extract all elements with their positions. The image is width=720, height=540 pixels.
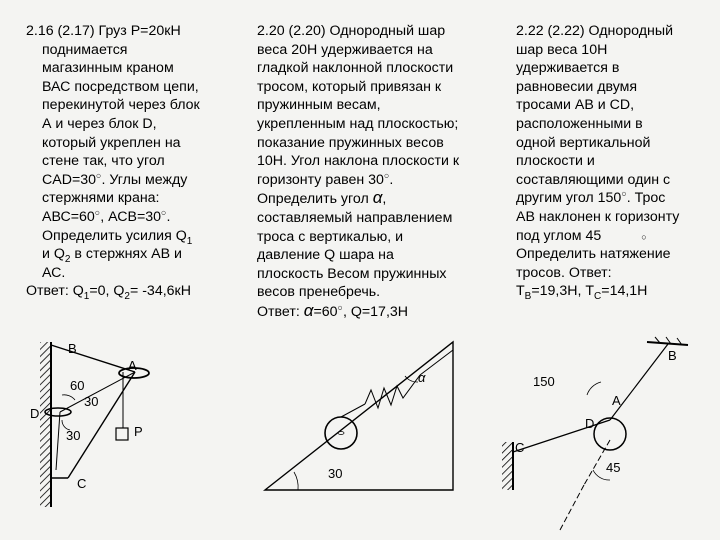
label-150: 150 [533, 374, 555, 389]
p1-line: перекинутой через блок [42, 97, 200, 114]
p1-sub: 1 [186, 235, 193, 247]
figure-cables [502, 337, 688, 530]
cable-cd [513, 420, 610, 452]
p2-line: весов пренебречь. [257, 284, 381, 301]
p3-line: Определить натяжение [516, 246, 671, 263]
label-d: D [30, 406, 40, 421]
angle-arc-60 [62, 395, 75, 400]
p3-line: шар веса 10Н [516, 41, 608, 58]
ball-icon [325, 417, 357, 449]
p2-line: =60 [313, 303, 338, 320]
p3-line: =19,3Н, T [531, 283, 595, 300]
label-a3: A [612, 393, 621, 408]
p1-line: поднимается [42, 41, 128, 58]
p1-line: ВАС посредством цепи, [42, 78, 199, 95]
p3-line: . Трос [626, 190, 666, 207]
p2-line: . [389, 171, 394, 188]
label-b3: B [668, 348, 677, 363]
p1-sub: 2 [64, 253, 71, 265]
answer-part: =0, Q [89, 283, 125, 300]
degree-mark: ○ [383, 170, 390, 181]
answer-part: Ответ: Q [26, 283, 84, 300]
label-30a: 30 [84, 394, 99, 409]
p2-line: гладкой наклонной плоскости [257, 60, 454, 77]
rope [341, 404, 365, 417]
p1-line: который укреплен на [42, 134, 181, 151]
p3-line: =14,1Н [601, 283, 648, 300]
p2-line: веса 20Н удерживается на [257, 41, 433, 58]
ball-icon-2 [594, 418, 626, 450]
p3-line: составляющими один с [516, 171, 671, 188]
p3-line: плоскости и [516, 153, 595, 170]
answer-part: = -34,6кН [129, 283, 192, 300]
p1-line: CAD=30 [42, 171, 97, 188]
p3-line: АВ наклонен к горизонту [516, 208, 680, 225]
p3-line: одной вертикальной [516, 134, 651, 151]
p2-line: пружинным весам, [257, 97, 381, 114]
p1-line: 2.16 (2.17) Груз Р=20кН [26, 23, 181, 39]
p3-line: 2.22 (2.22) Однородный [516, 23, 673, 39]
p3-line: другим угол 150 [516, 190, 622, 207]
p2-line: плоскость Весом пружинных [257, 265, 447, 282]
degree-mark: ○ [621, 188, 627, 199]
p3-sub: C [594, 291, 602, 303]
label-c: C [77, 476, 87, 491]
incline-plane [265, 342, 453, 490]
load-p-icon [116, 428, 128, 440]
p1-line: А и через блок D, [42, 115, 157, 132]
p1-line: . [166, 208, 171, 225]
p1-line: магазинным краном [42, 60, 174, 77]
degree-mark: ○ [96, 170, 102, 181]
p3-sub: B [524, 291, 532, 303]
p3-line: под углом 45 [516, 227, 602, 244]
degree-mark: ○ [641, 231, 647, 242]
alpha-symbol: α [372, 188, 383, 208]
wall-hatch-3 [502, 442, 512, 490]
label-45: 45 [606, 460, 621, 475]
p3-line: расположенными в [516, 115, 643, 132]
p2-line: 10Н. Угол наклона плоскости к [257, 153, 460, 170]
p3-line: тросами АВ и CD, [516, 97, 635, 114]
label-alpha: α [418, 370, 426, 385]
p1-line: стене так, что угол [42, 153, 165, 170]
p2-line: показание пружинных весов [257, 134, 444, 151]
p1-line: стержнями крана: [42, 190, 160, 207]
p2-line: тросом, который привязан к [257, 78, 442, 95]
p3-line: T [516, 283, 525, 300]
figure-incline [265, 342, 453, 490]
p2-line: Определить угол [257, 191, 369, 208]
ball-center [338, 432, 344, 435]
label-a: A [128, 358, 137, 373]
label-b: B [68, 341, 77, 356]
label-30b: 30 [66, 428, 81, 443]
chain-down [56, 412, 60, 470]
p1-line: в стержнях АВ и [70, 246, 182, 263]
degree-mark: ○ [337, 302, 343, 313]
p1-line: . Углы между [101, 171, 188, 188]
p1-line: АС. [42, 264, 66, 281]
p1-line: АВС=60 [42, 208, 95, 225]
p2-line: Ответ: [257, 303, 300, 320]
label-p: P [134, 424, 143, 439]
p2-line: , Q=17,3Н [342, 303, 409, 320]
label-60: 60 [70, 378, 85, 393]
degree-mark: ○ [94, 207, 101, 218]
alpha-symbol: α [303, 300, 314, 320]
angle-arc [294, 472, 298, 490]
p3-line: тросов. Ответ: [516, 264, 612, 281]
p1-line: Определить усилия Q [42, 227, 187, 244]
cable-ab [610, 344, 668, 420]
p2-line: 2.20 (2.20) Однородный шар [257, 23, 446, 39]
p2-line: составляемый направлением [257, 209, 453, 226]
answer-sub: 2 [124, 291, 130, 303]
label-c3: C [515, 440, 525, 455]
p2-line: горизонту равен 30 [257, 171, 384, 188]
rod-ab [51, 345, 135, 372]
angle-arc-150 [587, 382, 601, 395]
figure-crane [30, 341, 149, 507]
p1-line: , АСВ=30 [100, 208, 162, 225]
p3-line: удерживается в [516, 60, 620, 77]
label-d3: D [585, 416, 595, 431]
spring-scale-icon [365, 375, 420, 408]
wall-hatch-1 [40, 342, 51, 507]
p2-line: троса с вертикалью, и [257, 228, 404, 245]
dashed-line [560, 485, 584, 530]
p1-line: и Q [42, 246, 65, 263]
answer-sub: 1 [83, 291, 90, 303]
degree-mark: ○ [161, 207, 167, 218]
p2-line: укрепленным над плоскостью; [257, 115, 459, 132]
p3-line: равновесии двумя [516, 78, 638, 95]
p2-line: давление Q шара на [257, 247, 394, 264]
p2-line: , [382, 191, 387, 208]
label-30: 30 [328, 466, 343, 481]
